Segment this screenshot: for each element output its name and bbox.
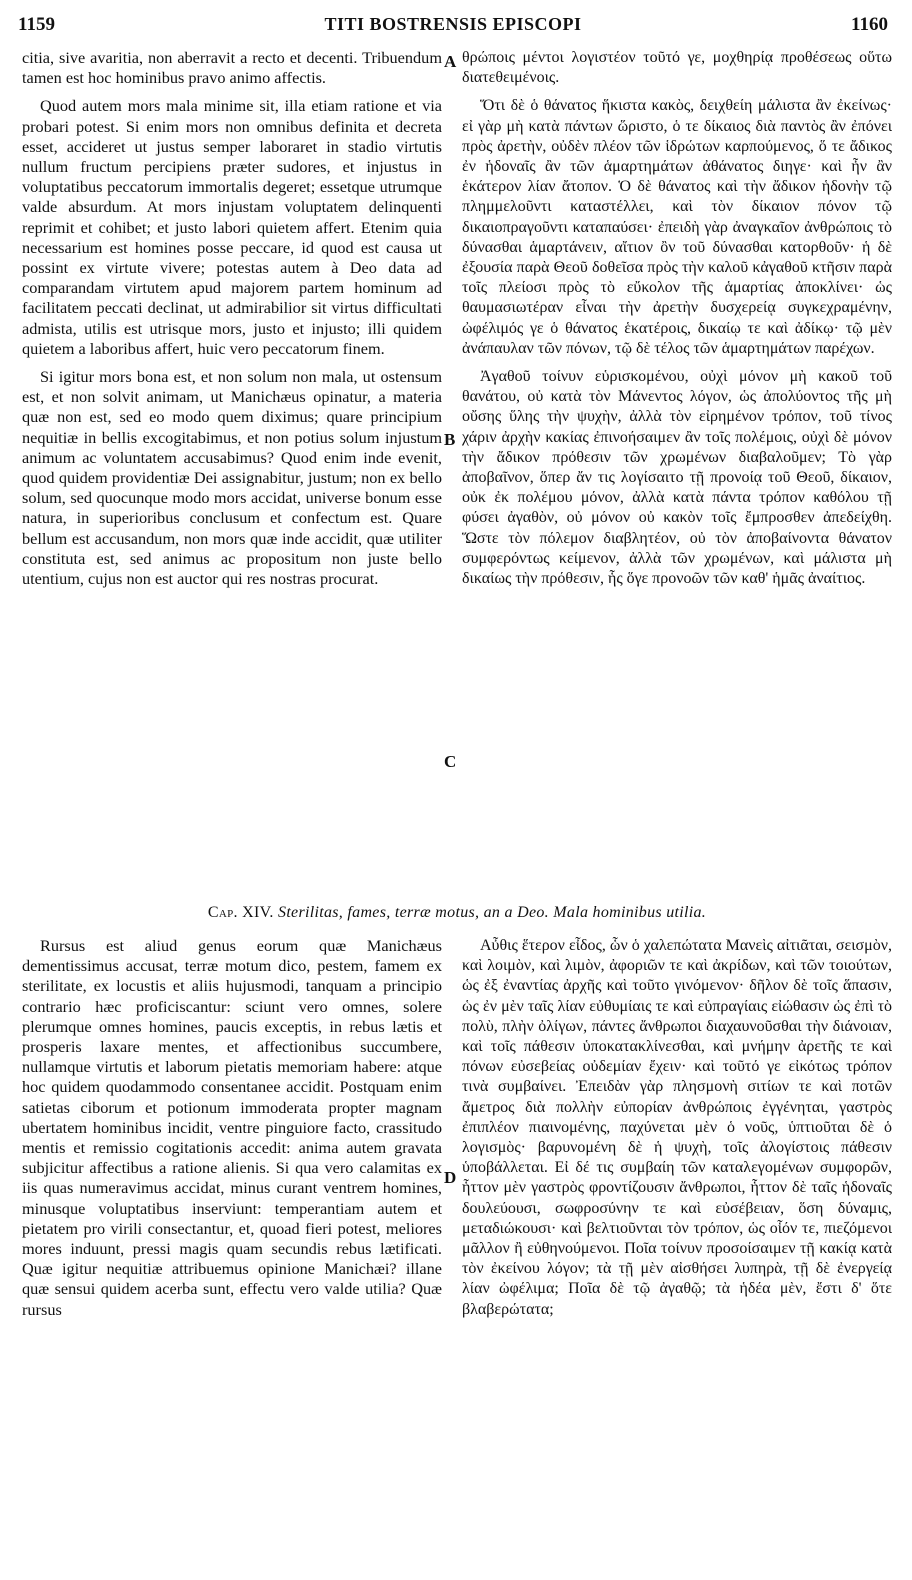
margin-marker-d: D xyxy=(444,1168,457,1187)
latin-paragraph: Quod autem mors mala minime sit, illa etiam ratione et via probari potest. Si enim mors non omnibus definita et decreta esset, accideret ut justus semper laboraret in stadio virtutis nullum fructum percipiens præter sudores, et injustus in voluptatibus peccatorum immortalis degeret; essetque utrumque valde absurdum. At mors injustam voluptatem delinquenti reprimit et cohibet; et justo labori quietem affert. Etenim quia necessarium est homines posse peccare, id quod est causa ut possint ex virtute vivere; potestas autem à Deo data ad comparandam virtutem apud majorem partem hominum ad facilitatem peccati declinat, ut admirabilior sit virtus difficultati admista, utilis est utrisque mors, justo et injusto; illi quidem quietem a laboribus affert, huic vero peccatorum finem. xyxy=(22,96,442,358)
margin-marker-b: B xyxy=(444,430,456,449)
latin-column-top xyxy=(22,48,442,597)
page-number-right: 1160 xyxy=(851,14,888,35)
greek-paragraph: θρώποις μέντοι λογιστέον τοῦτό γε, μοχθηρίᾳ προθέσεως οὕτω διατεθειμένοις. xyxy=(462,49,892,87)
greek-paragraph: Ἀγαθοῦ τοίνυν εὑρισκομένου, οὐχὶ μόνον μὴ κακοῦ τοῦ θανάτου, οὐ κατὰ τὸν Μάνεντος λόγον, ὡς ἀπολύοντος τῆς μὴ οὔσης ὕλης τὴν ψυχὴν, ἀλλὰ τὸν εἰρημένον τρόπον, τοῦ τίνος χάριν ἀρχὴν κακίας ἐπινοήσαιμεν ἂν τοῖς πολέμοις, οὐχὶ δὲ μόνον τὴν ἄδικον πρόθεσιν τῶν χρωμένων διαβαλοῦμεν; Τὸ γὰρ ἀποβαῖνον, ὅπερ ἄν τις λογίσαιτο τῇ προνοίᾳ τοῦ Θεοῦ, δίκαιον, οὐκ ἐκ πολέμου μόνον, ἀλλὰ κατὰ πάντα τρόπον καθόλου τῇ φύσει ἀγαθὸν, οὐ μόνον οὐ κακὸν τοῖς ἔμπροσθεν ἀπεδείχθη. Ὥστε τὸν πόλεμον διαβλητέον, οὐ τὸν ἀποβαίνοντα θάνατον συμφερόντως κείμενον, ἀλλὰ τῶν χρωμένων, καὶ μάλιστα μὴ δικαίως τὴν πρόθεσιν, ἧς ὅγε προνοῶν τῶν καθ' ἡμᾶς ἀναίτιος. xyxy=(462,368,892,588)
greek-column-top xyxy=(462,48,892,597)
chapter-heading xyxy=(22,904,892,922)
margin-marker-a: A xyxy=(444,52,457,71)
page-header xyxy=(18,14,888,40)
greek-paragraph: Αὖθις ἕτερον εἶδος, ὧν ὁ χαλεπώτατα Μανεὶς αἰτιᾶται, σεισμὸν, καὶ λοιμὸν, καὶ λιμὸν, ἀφοριῶν τε καὶ ἀκρίδων, καὶ τῶν τοιούτων, ὡς ἐξ ἐναντίας ἀρχῆς καὶ τοῦτο γινόμενον· δῆλον δὲ τοῖς ἅπασιν, ὡς ἐν μὲν ταῖς λίαν εὐθυμίαις τε καὶ εὐπραγίαις εἰώθασιν ὡς ἐπὶ τὸ πολὺ, πλὴν ὀλίγων, πάντες ἄνθρωποι διαχαυνοῦσθαι τὴν διάνοιαν, καὶ τοῖς πάθεσιν ὑποκατακλίνεσθαι, καὶ μνήμην ἀρετῆς τε καὶ πόνων εὐσεβείας οὐδεμίαν ἔχειν· καὶ τοῦτό γε εἰκότως τρόπον τινὰ συμβαίνει. Ἐπειδὰν γὰρ πλησμονὴ σιτίων τε καὶ ποτῶν ἄμετρος διὰ πολλὴν εὐπορίαν ἀνθρώποις ἐγγένηται, γαστρὸς ἐπιπλέον πιαινομένης, παχύνεται μὲν ὁ νοῦς, ὑπτιοῦται δὲ ὁ λογισμὸς· βαρυνομένη δὲ ἡ ψυχὴ, τοῖς ἀλογίστοις πάθεσιν ὑποβάλλεται. Εἰ δέ τις συμβαίη τῶν καταλεγομένων συμφορῶν, ἧττον μὲν γαστρὸς φροντίζουσιν ἄνθρωποι, ἧττον δὲ ταῖς ἡδοναῖς δουλεύουσι, σωφροσύνην τε καὶ εὐσέβειαν, ὅση δύναμις, μεταδιώκουσι· καὶ βελτιοῦνται τὸν τρόπον, ὡς οἷόν τε, πιεζόμενοι μᾶλλον ἢ εὐθηνούμενοι. Ποῖα τοίνυν προσοίσαιμεν τῇ κακίᾳ κατὰ τὸν ἐκείνου λόγον; τὰ τῇ μὲν αἰσθήσει λυπηρὰ, τῇ δὲ ἐνεργείᾳ λίαν ὠφέλιμα; Ποῖα δὲ τῷ ἀγαθῷ; τὰ ἡδέα μὲν, ἔστι δ' ὅτε βλαβερώτατα; xyxy=(462,937,892,1318)
margin-marker-c: C xyxy=(444,752,457,771)
greek-paragraph: Ὅτι δὲ ὁ θάνατος ἥκιστα κακὸς, δειχθείη μάλιστα ἂν ἐκείνως· εἰ γὰρ μὴ κατὰ πάντων ὥριστο, ὁ τε δίκαιος διὰ παντὸς ἂν ἐπόνει πρὸς ἀρετὴν, οὐδὲν πλέον τῶν ἱδρώτων καρπούμενος, ὅ τε ἄδικος ἐν ἡδοναῖς ἂν τῶν ἁμαρτημάτων ἀθάνατος διηγε· καὶ ἦν ἂν ἑκάτερον λίαν ἄτοπον. Ὁ δὲ θάνατος καὶ τὴν ἄδικον ἡδονὴν τῷ πλημμελοῦντι καταστέλλει, καὶ τὸν δίκαιον πόνον τῷ δικαιοπραγοῦντι καταπαύσει· ἐπειδὴ γὰρ ἀναγκαῖον ἀνθρώποις τὸ δύνασθαι ἁμαρτάνειν, αἴτιον ὂν τοῦ δύνασθαι κατορθοῦν· ἡ δὲ ἐξουσία παρὰ Θεοῦ δοθεῖσα πρὸς τὴν καλοῦ κἀγαθοῦ κτῆσιν παρὰ τοῖς πλείοσι πρὸς τὸ εὔκολον τῆς ἁμαρτίας ἀποκλίνει· ὡς θαυμασιωτέραν εἶναι τὴν ἀρετὴν δυσχερείᾳ συγκεχραμένην, ὠφέλιμός γε ὁ θάνατος ἑκατέροις, δικαίῳ τε καὶ ἀδίκῳ· τῷ μὲν ἀνάπαυλαν τῶν πόνων, τῷ δὲ τέλος τῶν ἁμαρτημάτων παρέχων. xyxy=(462,97,892,357)
running-title: TITI BOSTRENSIS EPISCOPI xyxy=(324,14,582,34)
latin-paragraph: Si igitur mors bona est, et non solum non mala, ut ostensum est, et non solvit animam, ut Manichæus opinatur, a materia quæ non est, sed eo modo quem diximus; quare principium nequitiæ in bellis excogitabimus, et non potius solum injustum animum ac voluntatem accusabimus? Quod enim inde evenit, quod quidem providentiæ Dei assignabitur, justum; non ex bello solum, sed quocunque modo mors accidat, universe bonum esse natura, in superioribus conclusum et confectum est. Quare bellum est accusandum, non mors quæ inde accidit, quæ utiliter constituta est, sed animus ac propositum non juste bello utentium, cujus non est auctor qui res nostras procurat. xyxy=(22,367,442,589)
chapter-number: Cap. XIV. xyxy=(207,904,274,921)
latin-column-bottom xyxy=(22,936,442,1328)
latin-paragraph: Rursus est aliud genus eorum quæ Manichæus dementissimus accusat, terræ motum dico, pestem, famem ex sterilitate, ex locustis et aliis hujusmodi, tanquam a principio contrario hæc proficiscantur: sciunt vero omnes, solere plerumque omnes homines, paucis exceptis, in rebus lætis et prosperis laxare mentes, et affectionibus succumbere, nullamque virtutis et laborum pietatis memoriam habere: atque hoc quidem quodammodo consentanee accidit. Postquam enim satietas ciborum et potionum immoderata propter magnam ubertatem hominibus incidit, ventre pinguiore facto, crassitudo mentis et remissio cogitationis accedit: anima autem gravata subjicitur affectibus a ratione alienis. Si qua vero calamitas ex iis quas numeravimus accidat, minus curant ventrem homines, minusque voluptatibus inserviunt: temperantiam autem et pietatem pro virili consectantur, et, quoad fieri potest, meliores mores induunt, pressi magis quam secundis rebus lætificati. Quæ igitur nequitiæ attribuemus opinione Manichæi? illane quæ sensui quidem acerba sunt, effectu vero valde utilia? Quæ rursus xyxy=(22,936,442,1319)
latin-paragraph: citia, sive avaritia, non aberravit a recto et decenti. Tribuendum tamen est hoc hominibus pravo animo affectis. xyxy=(22,48,442,88)
chapter-subject: Sterilitas, fames, terræ motus, an a Deo. Mala hominibus utilia. xyxy=(278,904,707,921)
greek-column-bottom xyxy=(462,936,892,1328)
page-number-left: 1159 xyxy=(18,14,55,35)
